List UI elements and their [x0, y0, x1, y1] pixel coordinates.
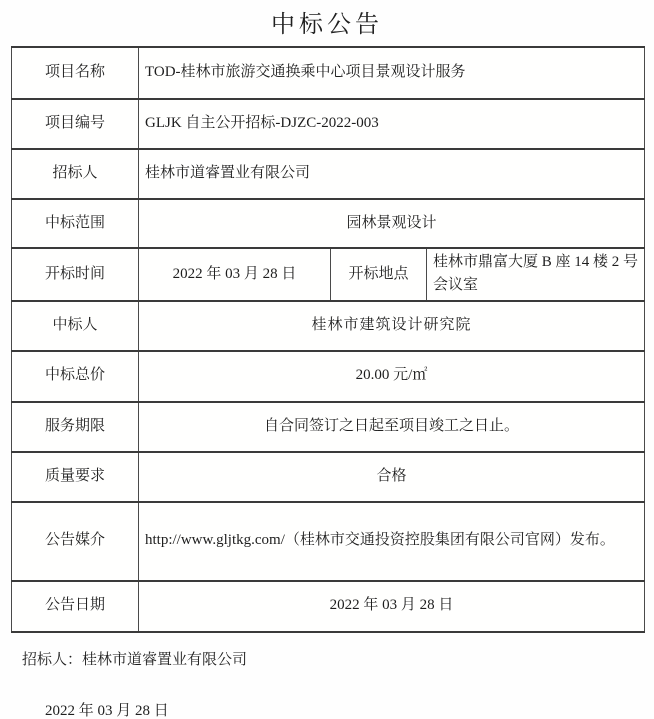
row-value-quality-requirement: 合格	[139, 452, 645, 502]
table-row	[12, 351, 645, 402]
row-label-bid-opening-time: 开标时间	[12, 248, 139, 301]
row-label-total-price: 中标总价	[12, 351, 139, 402]
table-row	[12, 99, 645, 149]
row-label-quality-requirement: 质量要求	[12, 452, 139, 502]
row-label-service-period: 服务期限	[12, 402, 139, 452]
table-row	[12, 502, 645, 581]
row-label-announcement-date: 公告日期	[12, 581, 139, 632]
row-label-bid-opening-place: 开标地点	[331, 248, 427, 301]
table-row	[12, 149, 645, 199]
row-value-total-price: 20.00 元/㎡	[139, 351, 645, 402]
table-row	[12, 452, 645, 502]
row-value-award-scope: 园林景观设计	[139, 199, 645, 248]
table-row	[12, 248, 645, 301]
row-label-project-number: 项目编号	[12, 99, 139, 149]
table-row	[12, 47, 645, 99]
row-label-tenderer: 招标人	[12, 149, 139, 199]
table-row	[12, 301, 645, 351]
row-label-winner: 中标人	[12, 301, 139, 351]
row-label-award-scope: 中标范围	[12, 199, 139, 248]
row-value-tenderer: 桂林市道睿置业有限公司	[139, 149, 645, 199]
row-value-bid-opening-time: 2022 年 03 月 28 日	[139, 248, 331, 301]
row-value-winner: 桂林市建筑设计研究院	[139, 301, 645, 351]
row-value-project-number: GLJK 自主公开招标-DJZC-2022-003	[139, 99, 645, 149]
row-value-service-period: 自合同签订之日起至项目竣工之日止。	[139, 402, 645, 452]
footer-date-line: 2022 年 03 月 28 日	[45, 703, 169, 719]
row-value-announcement-date: 2022 年 03 月 28 日	[139, 581, 645, 632]
row-label-project-name: 项目名称	[12, 47, 139, 99]
signature-block	[0, 640, 654, 719]
footer-tenderer-line: 招标人：桂林市道睿置业有限公司	[22, 652, 248, 668]
page-title: 中标公告	[271, 12, 383, 38]
table-row	[12, 199, 645, 248]
row-value-project-name: TOD-桂林市旅游交通换乘中心项目景观设计服务	[139, 47, 645, 99]
table-row	[12, 402, 645, 452]
row-value-announcement-media: http://www.gljtkg.com/（桂林市交通投资控股集团有限公司官网）发布。	[139, 502, 645, 581]
row-label-announcement-media: 公告媒介	[12, 502, 139, 581]
row-value-bid-opening-place: 桂林市鼎富大厦 B 座 14 楼 2 号会议室	[427, 248, 645, 301]
award-announcement-table	[11, 46, 645, 633]
table-row	[12, 581, 645, 632]
